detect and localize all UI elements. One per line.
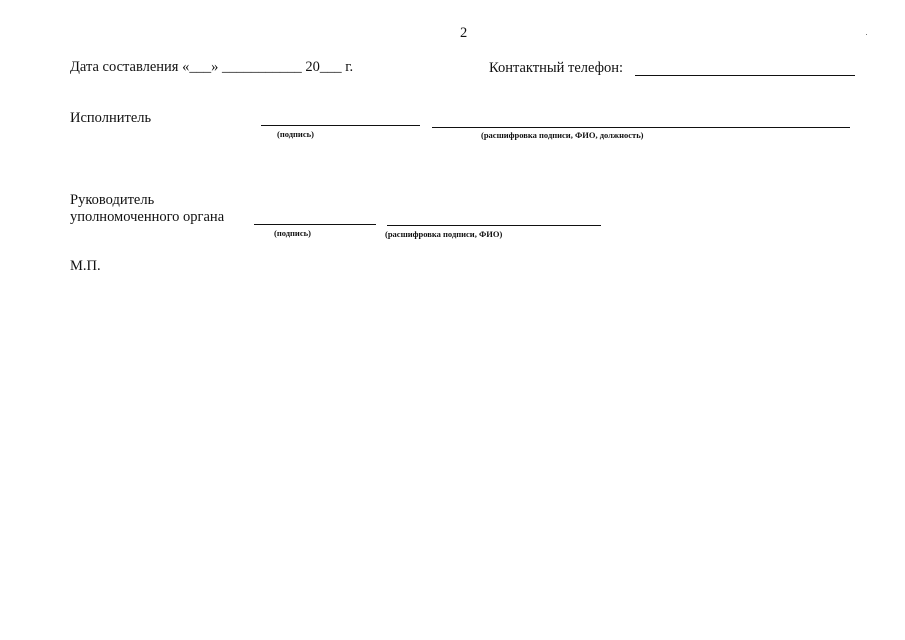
executor-signature-line: [261, 125, 420, 126]
executor-decode-line: [432, 127, 850, 128]
page-number: 2: [460, 25, 468, 41]
head-decode-caption: (расшифровка подписи, ФИО): [385, 229, 503, 239]
head-decode-line: [387, 225, 601, 226]
stamp-label: М.П.: [70, 258, 101, 274]
phone-field-line: [635, 75, 855, 76]
scan-speck: [866, 34, 867, 35]
executor-signature-caption: (подпись): [277, 129, 314, 139]
date-label: Дата составления «___» ___________ 20___ г.: [70, 59, 354, 75]
executor-decode-caption: (расшифровка подписи, ФИО, должность): [481, 130, 644, 140]
phone-label: Контактный телефон:: [489, 60, 624, 76]
head-label-line2: уполномоченного органа: [70, 209, 225, 225]
executor-label: Исполнитель: [70, 110, 152, 126]
head-label-line1: Руководитель: [70, 192, 155, 208]
head-signature-line: [254, 224, 376, 225]
head-signature-caption: (подпись): [274, 228, 311, 238]
